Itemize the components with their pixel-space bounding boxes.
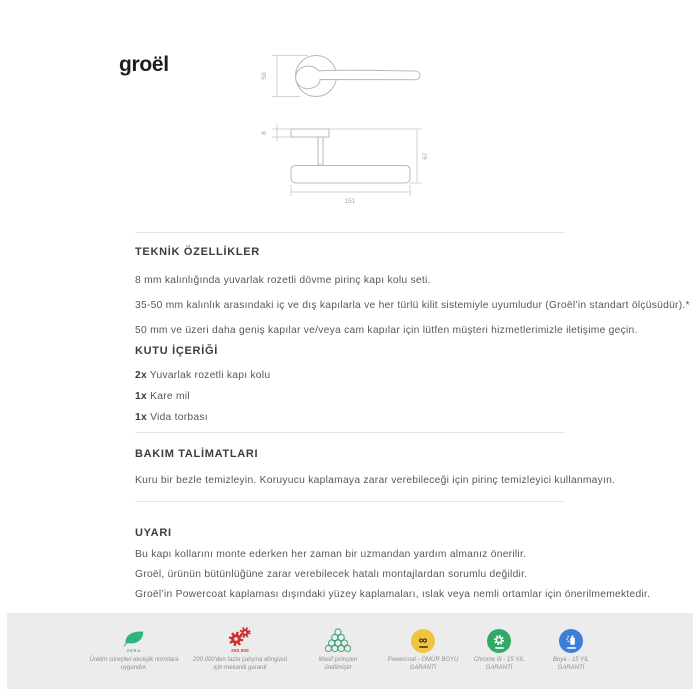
badge-eco (86, 623, 182, 672)
badge-label: Boya - 15 YIL GARANTİ (552, 657, 590, 671)
brand-logo: groël (119, 53, 169, 76)
badge-paint (542, 623, 600, 672)
badge-microtext (567, 647, 576, 649)
uyari-line: Bu kapı kollarını monte ederken her zaman bir uzmandan yardım almanız önerilir. (135, 549, 527, 560)
section-divider (135, 232, 565, 233)
badge-mechanical (188, 623, 292, 672)
kutu-item (135, 370, 270, 381)
uyari-line: Groël, ürünün bütünlüğüne zarar verebilecek hatalı montajlardan sorumlu değildir. (135, 569, 528, 580)
item-qty: 1x (135, 391, 147, 402)
badge-microtext (495, 647, 504, 649)
badge-powercoat (384, 623, 462, 672)
section-heading-bakim: BAKIM TALİMATLARI (135, 448, 259, 460)
infinity-icon: ∞ (418, 632, 428, 647)
chrome-gear-icon (463, 623, 535, 653)
powercoat-infinity-icon (384, 623, 462, 653)
brass-stack-icon (306, 623, 370, 653)
badge-chrome (463, 623, 535, 672)
technical-drawing-icon (250, 40, 440, 210)
eco-leaf-icon (86, 623, 182, 653)
kutu-item (135, 391, 190, 402)
badge-label: Üretim süreçleri ekolojik normlara uygundur. (89, 657, 179, 671)
section-divider (135, 501, 565, 502)
cycles-icon-caption: 200.000 (231, 648, 249, 653)
item-text: Yuvarlak rozetli kapı kolu (149, 370, 271, 381)
section-heading-kutu: KUTU İÇERİĞİ (135, 345, 218, 357)
section-divider (135, 432, 565, 433)
kutu-item (135, 412, 208, 423)
eco-icon-caption: ZERO (126, 648, 142, 653)
mechanical-gears-icon (188, 623, 292, 653)
dim-handle-length: 151 (344, 198, 356, 205)
dim-rosette-diameter: 50 (261, 72, 268, 80)
section-heading-uyari: UYARI (135, 527, 172, 539)
dim-rosette-thickness: 8 (261, 131, 268, 135)
item-qty: 1x (135, 412, 147, 423)
badge-brass (306, 623, 370, 672)
teknik-line: 8 mm kalınlığında yuvarlak rozetli dövme pirinç kapı kolu seti. (135, 275, 431, 286)
badge-label: Chrome III - 15 YIL GARANTİ (473, 657, 525, 671)
teknik-line: 35-50 mm kalınlık arasındaki iç ve dış kapılarla ve her türlü kilit sistemiyle uyumludur (Groël’in standart ölçüsüdür).* (135, 300, 690, 311)
item-qty: 2x (135, 370, 147, 381)
section-heading-teknik: TEKNİK ÖZELLİKLER (135, 246, 260, 258)
badge-label: Masif pirinçten üretilmiştir (318, 657, 358, 671)
item-text: Kare mil (150, 391, 190, 402)
badge-label: Powercoat - ÖMÜR BOYU GARANTİ (387, 657, 459, 671)
certification-strip (7, 613, 693, 689)
item-text: Vida torbası (150, 412, 208, 423)
badge-microtext (419, 646, 428, 648)
teknik-line: 50 mm ve üzeri daha geniş kapılar ve/veya cam kapılar için lütfen müşteri hizmetlerimizle iletişime geçin. (135, 325, 638, 336)
uyari-line: Groël’in Powercoat kaplaması dışındaki yüzey kaplamaları, ıslak veya nemli ortamlar için önerilmemektedir. (135, 589, 651, 600)
paint-spray-icon (542, 623, 600, 653)
dim-handle-projection: 67 (422, 152, 429, 160)
badge-label: 200.000'den fazla çalışma döngüsü için mekanik garanti (192, 657, 288, 671)
bakim-line: Kuru bir bezle temizleyin. Koruyucu kaplamaya zarar verebileceği için pirinç temizleyici kullanmayın. (135, 475, 616, 486)
